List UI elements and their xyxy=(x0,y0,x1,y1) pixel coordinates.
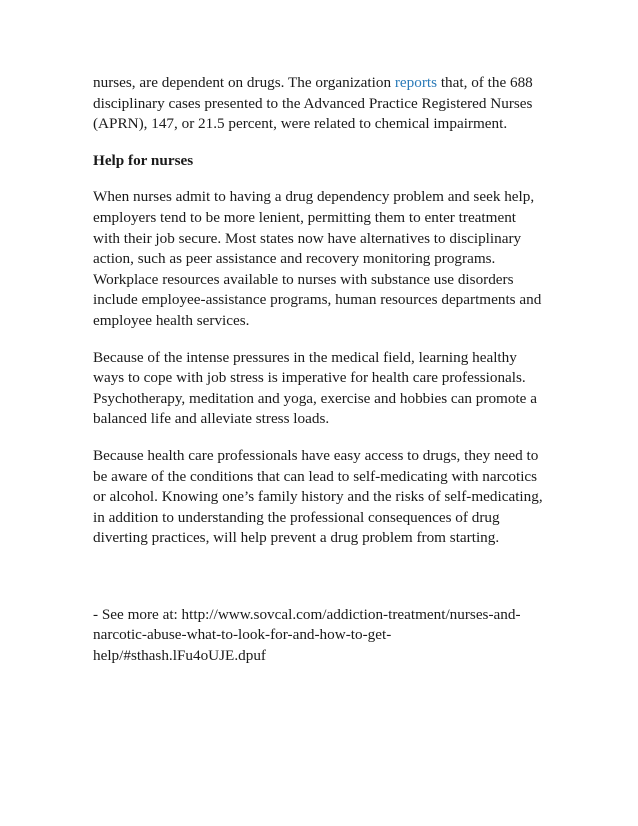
paragraph-intro-text-end: that, of the 688 disciplinary cases presented to the Advanced Practice Registered Nurses (APRN), 147, or 21.5 percent, were related to chemical impairment. xyxy=(93,74,533,133)
paragraph-intro-text-start: nurses, are dependent on drugs. The organization xyxy=(93,74,395,91)
source-attribution: - See more at: http://www.sovcal.com/addiction-treatment/nurses-and-narcotic-abuse-what-to-look-for-and-how-to-get-help/#sthash.lFu4oUJE.dpuf xyxy=(93,605,521,665)
section-heading: Help for nurses xyxy=(93,151,194,169)
paragraph-access: Because health care professionals have easy access to drugs, they need to be aware of the conditions that can lead to self-medicating with narcotics or alcohol. Knowing one’s family history and the risks of self-medicating, in addition to understanding the professional consequences of drug diverting practices, will help prevent a drug problem from starting. xyxy=(93,446,543,547)
paragraph-intro xyxy=(93,73,545,135)
paragraph-stress: Because of the intense pressures in the medical field, learning healthy ways to cope with job stress is imperative for health care professionals. Psychotherapy, meditation and yoga, exercise and hobbies can promote a balanced life and alleviate stress loads. xyxy=(93,348,537,428)
paragraph-help: When nurses admit to having a drug dependency problem and seek help, employers tend to be more lenient, permitting them to enter treatment with their job secure. Most states now have alternatives to disciplinary action, such as peer assistance and recovery monitoring programs. Workplace resources available to nurses with substance use disorders include employee-assistance programs, human resources departments and employee health services. xyxy=(93,188,542,329)
article-body xyxy=(93,73,545,683)
reports-link[interactable]: reports xyxy=(394,74,438,91)
spacer xyxy=(93,565,545,605)
